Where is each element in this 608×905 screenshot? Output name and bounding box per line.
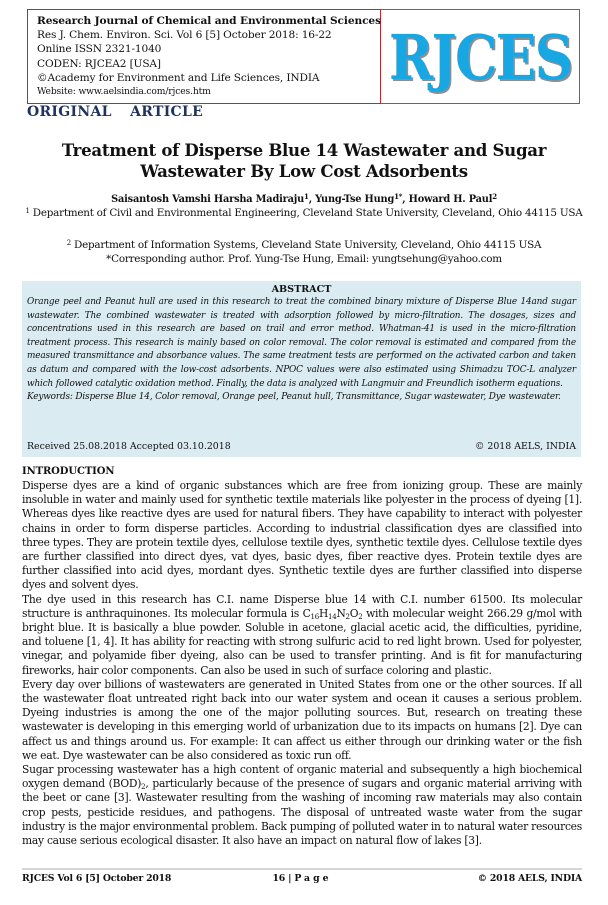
abstract-copyright: © 2018 AELS, INDIA (475, 441, 576, 452)
bod-subscript: 2 (141, 783, 146, 792)
author-affiliation-mark: 2 (492, 192, 497, 201)
journal-name: Research Journal of Chemical and Environmental Sciences (37, 15, 381, 27)
page-number: 16 (272, 873, 286, 884)
journal-coden: CODEN: RJCEA2 [USA] (37, 57, 161, 70)
journal-website: Website: www.aelsindia.com/rjces.htm (37, 86, 211, 98)
journal-logo-box (381, 9, 580, 104)
journal-info-box (27, 9, 381, 104)
paragraph (22, 593, 582, 678)
paragraph-text: with molecular weight 266.29 g/mol with bright blue. It is basically a blue powder. Soluble in acetone, glacial acetic acid, the difficulties, pyridine, and toluene [1, 4]. It has ability for reacting with strong sulfuric acid to red light brown. Used for polyester, vinegar, and polyamide fiber dyeing, also can be used to transfer printing. And is fit for manufacturing fireworks, hair color components. Can also be used in such of surface coloring and plastic. (22, 606, 582, 677)
journal-issn: Online ISSN 2321-1040 (37, 43, 162, 56)
author-name: Howard H. Paul (408, 194, 493, 205)
footer-page-number (22, 873, 582, 884)
page-word: Page (294, 873, 332, 884)
affiliation-mark: 2 (66, 239, 71, 247)
abstract-heading: ABSTRACT (271, 284, 332, 295)
author-affiliation-mark: 1* (394, 192, 403, 201)
formula-element: O (349, 606, 359, 620)
introduction-body (22, 479, 582, 848)
formula-element: H (318, 606, 329, 620)
formula-element: N (336, 606, 346, 620)
received-dates: Received 25.08.2018 Accepted 03.10.2018 (27, 441, 231, 452)
footer-journal-issue: RJCES Vol 6 [5] October 2018 (22, 873, 172, 884)
paragraph (22, 763, 582, 848)
received-row (27, 440, 576, 453)
abstract-box (22, 281, 581, 457)
paper-title-line-2: Wastewater By Low Cost Adsorbents (140, 161, 468, 181)
paragraph: Every day over billions of wastewaters are generated in United States from one or the other sources. If all the wastewater float untreated right back into our water system and ocean it causes a serious problem. Dyeing industries is among the one of the major polluting sources. But, research on treating these wastewater is developing in this emerging world of urbanization due to its impacts on humans [2]. Dye can affect us and things around us. For example: It can affect us either through our drinking water or the fish we eat. Dye wastewater can be also considered as toxic run off. (22, 677, 582, 762)
journal-logo: RJCES (388, 20, 572, 94)
footer-copyright: © 2018 AELS, INDIA (477, 873, 582, 884)
paragraph-text: , particularly because of the presence of sugars and organic material arriving with the beet or cane [3]. Wastewater resulting from the washing of incoming raw materials may also contain crop pests, pesticide residues, and pathogens. The disposal of untreated waste water from the sugar industry is the major environmental problem. Back pumping of polluted water in to natural water resources may cause serious ecological disaster. It also have an impact on natural flow of lakes [3]. (22, 777, 582, 848)
affiliation-2 (20, 239, 588, 253)
abstract-text: Orange peel and Peanut hull are used in this research to treat the combined binary mixture of Disperse Blue 14and sugar wastewater. The combined wastewater is treated with adsorption followed by micro-filtration. The dosages, sizes and concentrations used in this research are based on trail and error method. Whatman-41 is used in the micro-filtration treatment process. This research is mainly based on color removal. The color removal is estimated and compared from the measured transmittance and absorbance values. The same treatment tests are performed on the activated carbon and taken as datum and compared with the low-cost adsorbents. NPOC values were also estimated using Shimadzu TOC-L analyzer which followed catalytic oxidation method. Finally, the data is analyzed with Langmuir and Freundlich isotherm equations. (27, 297, 576, 389)
formula-subscript: 14 (328, 612, 337, 621)
author-separator: , (402, 194, 409, 205)
paragraph-text: Sugar processing wastewater has a high content of organic material and subsequently a high biochemical oxygen demand (BOD) (22, 763, 582, 791)
affiliation-text: Department of Information Systems, Cleveland State University, Cleveland, Ohio 44115 USA (70, 239, 542, 251)
affiliation-mark: 1 (25, 207, 30, 215)
formula-subscript: 2 (358, 612, 363, 621)
author-list (0, 193, 608, 207)
introduction-heading: INTRODUCTION (22, 466, 115, 477)
journal-citation: Res J. Chem. Environ. Sci. Vol 6 [5] October 2018: 16-22 (37, 29, 332, 41)
author-separator: , (308, 194, 316, 205)
page-footer (22, 873, 582, 884)
footer-divider (22, 868, 582, 870)
paragraph-text: The dye used in this research has C.I. name Disperse blue 14 with C.I. number 61500. Its molecular structure is anthraquinones. Its molecular formula is C (22, 592, 582, 620)
author-name: Saisantosh Vamshi Harsha Madiraju (111, 194, 305, 205)
author-name: Yung-Tse Hung (315, 194, 395, 205)
journal-copyright: ©Academy for Environment and Life Sciences, INDIA (37, 71, 320, 84)
paragraph: Disperse dyes are a kind of organic substances which are free from ionizing group. These are mainly insoluble in water and mainly used for synthetic textile materials like polyester in the process of dyeing [1]. Whereas dyes like reactive dyes are used for natural fibers. They have capability to interact with polyester chains in order to form disperse particles. According to industrial classification dyes are classified into three types. They are protein textile dyes, cellulose textile dyes, synthetic textile dyes. Cellulose textile dyes are further classified into direct dyes, vat dyes, basic dyes, fiber reactive dyes. Protein textile dyes are further classified into acid dyes, mordant dyes. Synthetic textile dyes are further classified into disperse dyes and solvent dyes. (22, 479, 582, 592)
paper-title (0, 140, 608, 182)
formula-subscript: 16 (310, 612, 319, 621)
formula-subscript: 2 (345, 612, 350, 621)
page-separator: | (285, 873, 295, 884)
affiliation-text: Department of Civil and Environmental Engineering, Cleveland State University, Cleveland, Ohio 44115 USA (29, 207, 583, 219)
keywords: Keywords: Disperse Blue 14, Color removal, Orange peel, Peanut hull, Transmittance, Sugar wastewater, Dye wastewater. (27, 392, 561, 403)
affiliation-1 (20, 207, 588, 221)
article-type-label: ORIGINAL ARTICLE (27, 104, 204, 120)
corresponding-author: *Corresponding author. Prof. Yung-Tse Hung, Email: yungtsehung@yahoo.com (106, 253, 502, 265)
author-affiliation-mark: 1 (304, 192, 309, 201)
paper-title-line-1: Treatment of Disperse Blue 14 Wastewater and Sugar (61, 140, 547, 160)
